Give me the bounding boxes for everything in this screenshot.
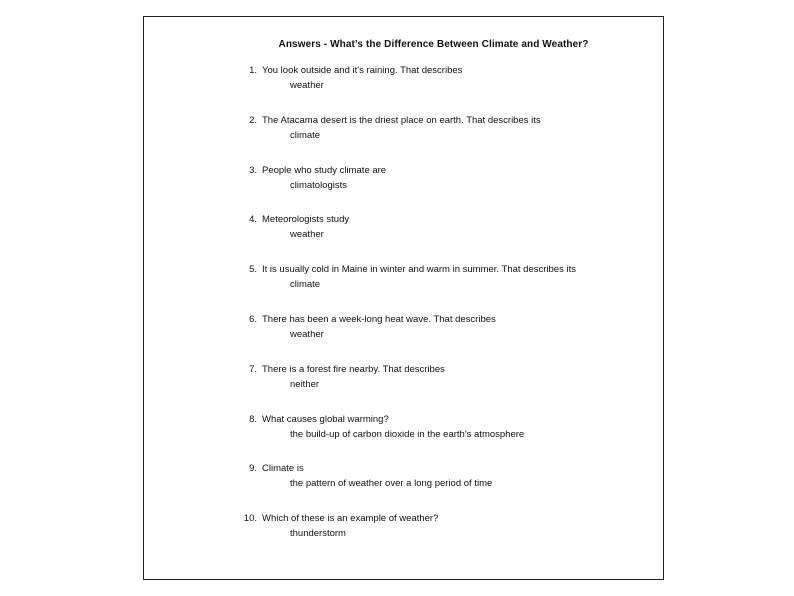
answer-text: weather bbox=[290, 329, 324, 340]
question-text: There has been a week-long heat wave. That describes bbox=[262, 314, 496, 325]
item-number: 10. bbox=[243, 513, 257, 524]
item-number: 8. bbox=[249, 414, 257, 425]
answer-sheet-page bbox=[143, 16, 664, 580]
item-number: 7. bbox=[249, 364, 257, 375]
list-item bbox=[144, 461, 663, 501]
answer-text: the pattern of weather over a long period of time bbox=[290, 478, 493, 489]
item-number: 9. bbox=[249, 463, 257, 474]
list-item bbox=[144, 362, 663, 402]
page-title: Answers - What’s the Difference Between Climate and Weather? bbox=[278, 39, 589, 50]
list-item bbox=[144, 262, 663, 302]
answer-text: climate bbox=[290, 279, 321, 290]
question-text: The Atacama desert is the driest place on earth. That describes its bbox=[262, 115, 541, 126]
item-number: 1. bbox=[249, 65, 257, 76]
list-item bbox=[144, 212, 663, 252]
answer-text: weather bbox=[290, 229, 324, 240]
answer-text: climate bbox=[290, 130, 321, 141]
question-text: People who study climate are bbox=[262, 165, 387, 176]
item-number: 5. bbox=[249, 264, 257, 275]
question-text: You look outside and it's raining. That describes bbox=[262, 65, 463, 76]
list-item bbox=[144, 113, 663, 153]
question-text: What causes global warming? bbox=[262, 414, 389, 425]
question-text: Climate is bbox=[262, 463, 304, 474]
item-number: 2. bbox=[249, 115, 257, 126]
item-number: 6. bbox=[249, 314, 257, 325]
list-item bbox=[144, 312, 663, 352]
item-number: 3. bbox=[249, 165, 257, 176]
question-text: There is a forest fire nearby. That describes bbox=[262, 364, 445, 375]
list-item bbox=[144, 511, 663, 551]
answer-text: climatologists bbox=[290, 180, 348, 191]
answer-text: neither bbox=[290, 379, 320, 390]
answer-text: thunderstorm bbox=[290, 528, 346, 539]
list-item bbox=[144, 412, 663, 452]
question-text: Meteorologists study bbox=[262, 214, 350, 225]
item-number: 4. bbox=[249, 214, 257, 225]
list-item bbox=[144, 63, 663, 103]
answer-text: the build-up of carbon dioxide in the earth's atmosphere bbox=[290, 429, 525, 440]
question-text: Which of these is an example of weather? bbox=[262, 513, 439, 524]
question-text: It is usually cold in Maine in winter and warm in summer. That describes its bbox=[262, 264, 576, 275]
answer-text: weather bbox=[290, 80, 324, 91]
list-item bbox=[144, 163, 663, 203]
